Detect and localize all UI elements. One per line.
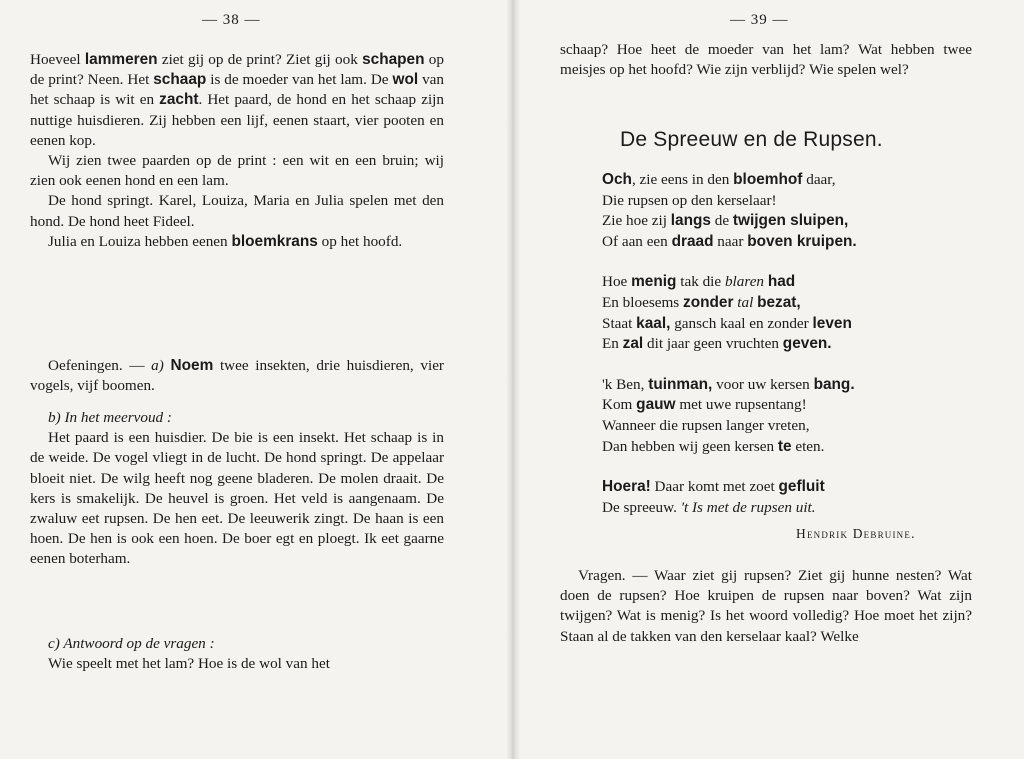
poem-line: Hoera! Daar komt met zoet gefluit bbox=[602, 478, 825, 496]
exercise-b-heading: b) In het meervoud : bbox=[48, 409, 172, 426]
exercise-b-text: Het paard is een huisdier. De bie is een insekt. Het schaap is in de weide. De vogel vliegt in de lucht. De hond springt. De appelaar bloeit niet. De wilg heeft nog geene bladeren. De molen draait. De kers is smakelijk. De heuvel is groen. Het veld is aangenaam. De zwaluw eet rupsen. De hen eet. De leeuwerik zingt. De haan is een hoen. De hen is ook een hoen. De boer egt en ploegt. Ik eet gaarne eenen boterham. bbox=[30, 429, 444, 568]
questions-block bbox=[560, 566, 972, 647]
poem-line: En zal dit jaar geen vruchten geven. bbox=[602, 335, 832, 353]
poem-line: Och, zie eens in den bloemhof daar, bbox=[602, 171, 836, 188]
poem-line: De spreeuw. 't Is met de rupsen uit. bbox=[602, 498, 816, 516]
poem-line: 'k Ben, tuinman, voor uw kersen bang. bbox=[602, 375, 855, 393]
exercise-heading: Oefeningen. bbox=[48, 357, 123, 374]
poem-line: Zie hoe zij langs de twijgen sluipen, bbox=[602, 212, 849, 230]
poem bbox=[602, 170, 942, 518]
exercise-a: Oefeningen. — a) Noem twee insekten, drie huisdieren, vier vogels, vijf boomen. bbox=[30, 357, 444, 395]
poem-stanza bbox=[602, 375, 942, 457]
poem-line: Kom gauw met uwe rupsentang! bbox=[602, 396, 807, 414]
poem-title: De Spreeuw en de Rupsen. bbox=[620, 128, 883, 151]
exercise-block bbox=[30, 356, 444, 396]
poem-author: Hendrik Debruine. bbox=[796, 526, 916, 541]
paragraph-paarden: Wij zien twee paarden op de print : een wit en een bruin; wij zien ook eenen hond en een lam. bbox=[30, 152, 444, 190]
paragraph-hond: De hond springt. Karel, Louiza, Maria en Julia spelen met den hond. De hond heet Fideel. bbox=[30, 192, 444, 230]
poem-line: Wanneer die rupsen langer vreten, bbox=[602, 416, 810, 434]
poem-line: En bloesems zonder tal bezat, bbox=[602, 293, 801, 311]
page-number-left: — 38 — bbox=[202, 12, 261, 28]
poem-line: Dan hebben wij geen kersen te eten. bbox=[602, 437, 825, 455]
left-text-block bbox=[30, 50, 444, 252]
poem-line: Staat kaal, gansch kaal en zonder leven bbox=[602, 314, 852, 332]
exercise-c-heading: c) Antwoord op de vragen : bbox=[48, 635, 215, 652]
paragraph-bloemkrans: Julia en Louiza hebben eenen bloemkrans op het hoofd. bbox=[48, 232, 403, 250]
paragraph-lammeren: Hoeveel lammeren ziet gij op de print? Ziet gij ook schapen op de print? Neen. Het schaap is de moeder van het lam. De wol van het schaap is wit en zacht. Het paard, de hond en het schaap zijn nuttige huisdieren. Zij hebben een lijf, eenen staart, vier pooten en eenen kop. bbox=[30, 51, 444, 149]
poem-line: Hoe menig tak die blaren had bbox=[602, 273, 796, 291]
poem-line: Die rupsen op den kerselaar! bbox=[602, 191, 777, 209]
right-page bbox=[512, 0, 1024, 759]
questions-heading: Vragen. bbox=[578, 567, 626, 584]
exercise-c-text: Wie speelt met het lam? Hoe is de wol van het bbox=[48, 655, 330, 673]
exercise-c-block bbox=[30, 634, 444, 674]
poem-line: Of aan een draad naar boven kruipen. bbox=[602, 232, 857, 250]
exercise-b-block bbox=[30, 408, 444, 570]
questions-text: Vragen. — Waar ziet gij rupsen? Ziet gij hunne nesten? Wat doen de rupsen? Hoe kruipen de rupsen naar boven? Wat zijn twijgen? Wat is menig? Is het woord volledig? Hoe moet het zijn? Staan al de takken van den kerselaar kaal? Welke bbox=[560, 567, 972, 645]
carryover-text: schaap? Hoe heet de moeder van het lam? Wat hebben twee meisjes op het hoofd? Wie zijn verblijd? Wie spelen wel? bbox=[560, 41, 972, 79]
page-number-right: — 39 — bbox=[730, 12, 789, 28]
poem-stanza bbox=[602, 170, 942, 252]
poem-stanza bbox=[602, 477, 942, 518]
poem-stanza bbox=[602, 272, 942, 354]
